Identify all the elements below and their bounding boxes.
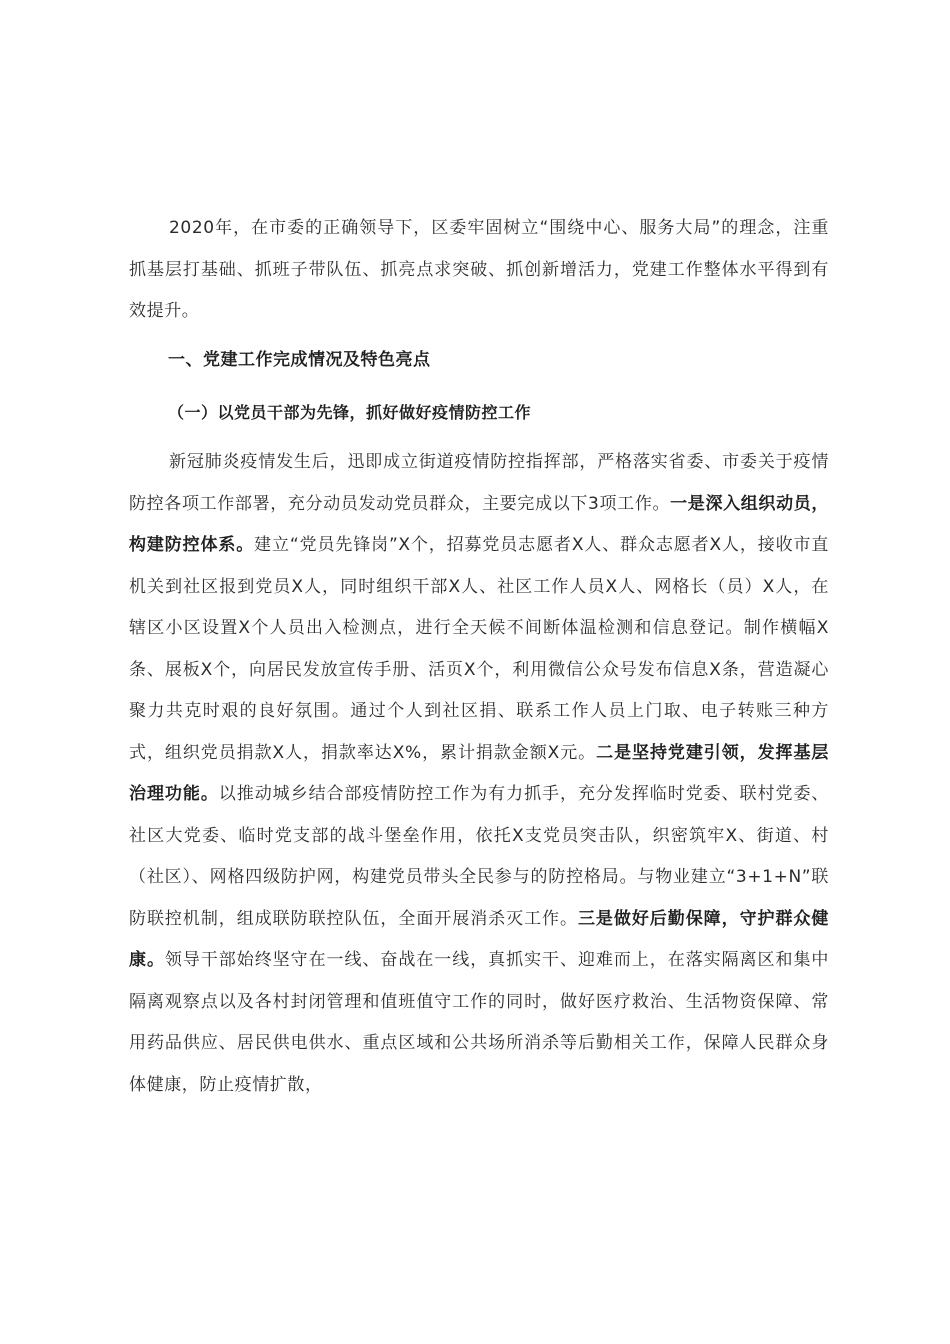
section-heading: 一、党建工作完成情况及特色亮点	[168, 350, 431, 370]
body-text-segment: 以推动城乡结合部疫情防控工作为有力抓手，充分发挥临时党委、联村党委、社区大党委、临时党支部的战斗堡垒作用，依托X支党员突击队，织密筑牢X、街道、村（社区）、网格四级防护网，构建党员带头全民参与的防控格局。与物业建立“3+1+N”联防联控机制，组成联防联控队伍，全面开展消杀灭工作。	[129, 784, 830, 929]
bold-key-point-1: 一是深入组织动员，构建防控体系。	[129, 493, 829, 555]
body-text-segment: 建立“党员先锋岗”X个，招募党员志愿者X人、群众志愿者X人，接收市直机关到社区报到党员X人，同时组织干部X人、社区工作人员X人、网格长（员）X人，在辖区小区设置X个人员出入检测点，进行全天候不间断体温检测和信息登记。制作横幅X条、展板X个，向居民发放宣传手册、活页X个，利用微信公众号发布信息X条，营造凝心聚力共克时艰的良好氛围。通过个人到社区捐、联系工作人员上门取、电子转账三种方式，组织党员捐款X人，捐款率达X%，累计捐款金额X元。	[129, 535, 830, 763]
bold-key-point-3: 三是做好后勤保障，守护群众健康。	[129, 908, 830, 970]
body-text-segment: 新冠肺炎疫情发生后，迅即成立街道疫情防控指挥部，严格落实省委、市委关于疫情防控各项工作部署，充分动员发动党员群众，主要完成以下3项工作。	[129, 452, 829, 514]
body-text-segment: 领导干部始终坚守在一线、奋战在一线，真抓实干、迎难而上，在落实隔离区和集中隔离观察点以及各村封闭管理和值班值守工作的同时，做好医疗救治、生活物资保障、常用药品供应、居民供电供水、重点区域和公共场所消杀等后勤相关工作，保障人民群众身体健康，防止疫情扩散，	[129, 950, 829, 1095]
intro-paragraph: 2020年，在市委的正确领导下，区委牢固树立“围绕中心、服务大局”的理念，注重抓基层打基础、抓班子带队伍、抓亮点求突破、抓创新增活力，党建工作整体水平得到有效提升。	[129, 218, 829, 321]
body-paragraph	[129, 442, 829, 1106]
subsection-heading: （一）以党员干部为先锋，抓好做好疫情防控工作	[168, 403, 532, 422]
bold-key-point-2: 二是坚持党建引领，发挥基层治理功能。	[129, 742, 829, 804]
